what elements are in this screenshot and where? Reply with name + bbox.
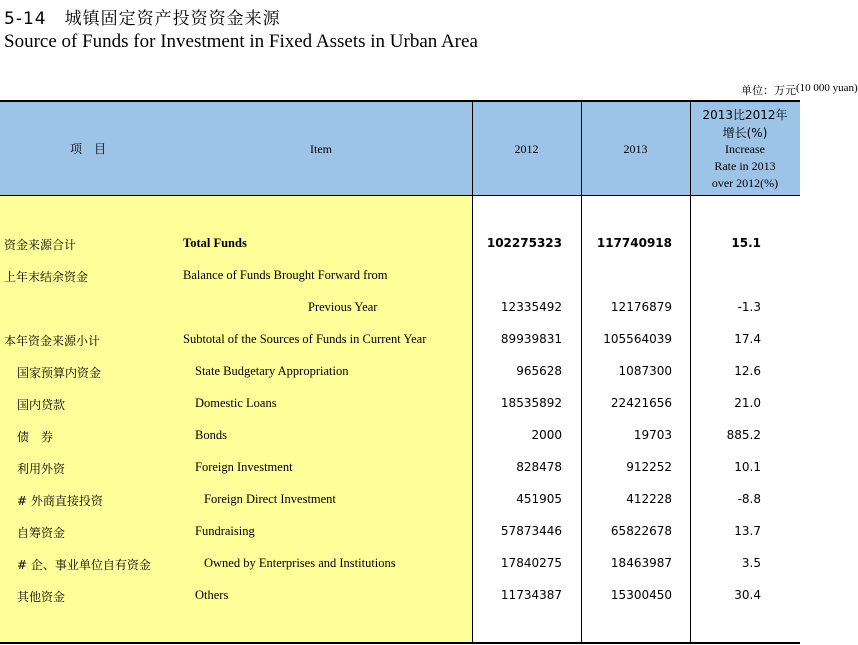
table-row [0,300,800,332]
funds-table [0,100,800,644]
row-label-en: State Budgetary Appropriation [195,364,349,378]
unit-label-cn: 单位：万元 [741,84,796,97]
table-bottom-rule [0,642,800,644]
cell-2012: 102275323 [486,236,562,250]
row-label-cn: 利用外资 [17,462,66,476]
unit-label-en: (10 000 yuan) [796,82,858,94]
cell-2013: 15300450 [610,588,672,602]
cell-growth: 17.4 [734,332,761,346]
table-row [0,268,800,300]
cell-2012: 18535892 [500,396,562,410]
cell-2012: 828478 [516,460,562,474]
cell-2013: 1087300 [618,364,672,378]
row-label-en: Domestic Loans [195,396,277,410]
header-item-cn: 项 目 [70,142,107,156]
row-label-cn: # 外商直接投资 [17,494,103,508]
row-label-en: Bonds [195,428,227,442]
row-label-cn: 资金来源合计 [4,238,77,252]
table-title-cn: 5-14 城镇固定资产投资资金来源 [4,9,281,29]
table-row [0,364,800,396]
header-growth-line2: 增长(%) [722,126,768,140]
table-row [0,524,800,556]
table-row [0,492,800,524]
cell-2013: 22421656 [610,396,672,410]
table-row [0,236,800,268]
cell-2013: 18463987 [610,556,672,570]
cell-2013: 12176879 [610,300,672,314]
cell-2012: 12335492 [500,300,562,314]
cell-2013: 912252 [626,460,672,474]
row-label-cn: 其他资金 [17,590,66,604]
table-row [0,588,800,620]
cell-2012: 57873446 [500,524,562,538]
header-growth-line3: Increase [725,142,765,156]
row-label-cn: 国家预算内资金 [17,366,102,380]
cell-growth: 3.5 [741,556,761,570]
cell-growth: 10.1 [734,460,761,474]
cell-growth: 15.1 [731,236,761,250]
cell-growth: 12.6 [734,364,761,378]
header-2012: 2012 [514,142,539,156]
cell-2012: 17840275 [500,556,562,570]
row-label-en: Fundraising [195,524,255,538]
cell-growth: -8.8 [737,492,761,506]
row-label-cn: 国内贷款 [17,398,66,412]
header-item-en: Item [310,142,332,156]
table-row [0,556,800,588]
table-row [0,460,800,492]
header-2013: 2013 [623,142,648,156]
table-top-rule [0,100,800,102]
row-label-cn: 债 券 [17,430,54,444]
cell-2012: 11734387 [500,588,562,602]
row-label-en: Foreign Direct Investment [204,492,336,506]
unit-label [741,82,858,98]
row-label-en: Previous Year [308,300,378,314]
cell-growth: 21.0 [734,396,761,410]
cell-growth: 885.2 [726,428,761,442]
row-label-en: Subtotal of the Sources of Funds in Current Year [183,332,427,346]
cell-growth: 13.7 [734,524,761,538]
table-title-en: Source of Funds for Investment in Fixed Assets in Urban Area [4,31,478,52]
row-label-en: Total Funds [183,236,247,250]
header-growth-line5: over 2012(%) [711,176,779,190]
row-label-en: Owned by Enterprises and Institutions [204,556,396,570]
row-label-cn: 本年资金来源小计 [4,334,101,348]
cell-growth: 30.4 [734,588,761,602]
row-label-en: Others [195,588,229,602]
cell-growth: -1.3 [737,300,761,314]
cell-2012: 2000 [531,428,562,442]
table-row [0,396,800,428]
cell-2012: 89939831 [500,332,562,346]
cell-2013: 65822678 [610,524,672,538]
cell-2013: 117740918 [596,236,672,250]
row-label-en: Foreign Investment [195,460,293,474]
table-row [0,332,800,364]
cell-2013: 105564039 [603,332,672,346]
row-label-cn: # 企、事业单位自有资金 [17,558,151,572]
row-label-cn: 上年末结余资金 [4,270,89,284]
cell-2012: 965628 [516,364,562,378]
row-label-cn: 自筹资金 [17,526,66,540]
cell-2012: 451905 [516,492,562,506]
row-label-en: Balance of Funds Brought Forward from [183,268,388,282]
header-growth-line1: 2013比2012年 [702,108,788,122]
cell-2013: 19703 [633,428,672,442]
table-row [0,428,800,460]
header-growth-line4: Rate in 2013 [714,159,776,173]
cell-2013: 412228 [626,492,672,506]
